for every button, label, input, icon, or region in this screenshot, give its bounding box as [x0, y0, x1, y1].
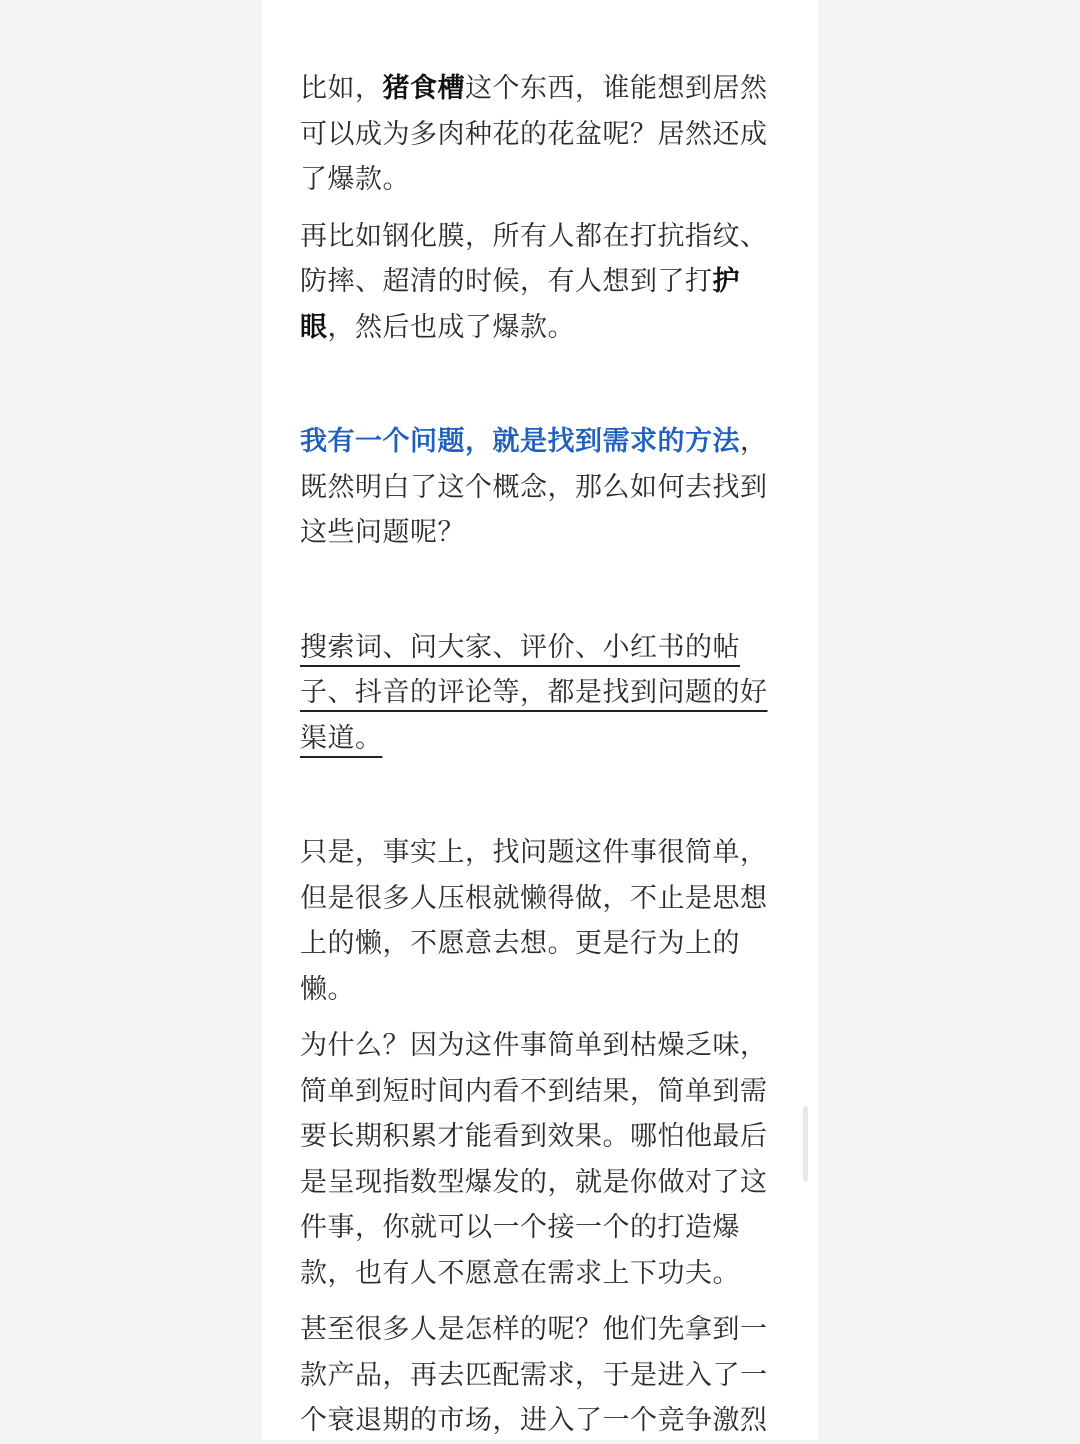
paragraph-1-text: 这个东西，谁能想到居然可以成为多肉种花的花盆呢？居然还成了爆款。 — [300, 73, 768, 195]
paragraph-spacer — [300, 203, 784, 214]
paragraph-3 — [300, 419, 784, 556]
section-spacer — [300, 761, 784, 830]
paragraph-7: 甚至很多人是怎样的呢？他们先拿到一款产品，再去匹配需求，于是进入了一个衰退期的市场，进入了一个竞争激烈 — [300, 1314, 768, 1436]
paragraph-6: 为什么？因为这件事简单到枯燥乏味，简单到短时间内看不到结果，简单到需要长期积累才能看到效果。哪怕他最后是呈现指数型爆发的，就是你做对了这件事，你就可以一个接一个的打造爆款，也有人不愿意在需求上下功夫。 — [300, 1030, 768, 1289]
paragraph-1 — [300, 66, 784, 203]
article-body — [300, 66, 784, 1444]
keyword-pig-trough: 猪食槽 — [382, 73, 465, 104]
paragraph-2-lead: 再比如钢化膜，所有人都在打抗指纹、防摔、超清的时候，有人想到了打 — [300, 220, 768, 297]
paragraph-5: 只是，事实上，找问题这件事很简单，但是很多人压根就懒得做，不止是思想上的懒，不愿意去想。更是行为上的懒。 — [300, 837, 768, 1005]
article-page — [262, 0, 818, 1440]
scrollbar-thumb[interactable] — [803, 1106, 808, 1182]
section-spacer — [300, 556, 784, 625]
underlined-channels: 搜索词、问大家、评价、小红书的帖子、抖音的评论等，都是找到问题的好渠道。 — [300, 631, 768, 754]
paragraph-spacer — [300, 1296, 784, 1307]
paragraph-3-text: ，既然明白了这个概念，那么如何去找到这些问题呢？ — [300, 426, 768, 548]
paragraph-4 — [300, 625, 784, 762]
paragraph-2 — [300, 214, 784, 351]
section-spacer — [300, 350, 784, 419]
paragraph-1-lead: 比如， — [300, 73, 383, 104]
highlighted-question: 我有一个问题，就是找到需求的方法 — [300, 426, 740, 457]
keyword-eye-protection: 护眼 — [300, 266, 740, 343]
paragraph-2-text: ，然后也成了爆款。 — [327, 311, 575, 343]
paragraph-spacer — [300, 1012, 784, 1023]
